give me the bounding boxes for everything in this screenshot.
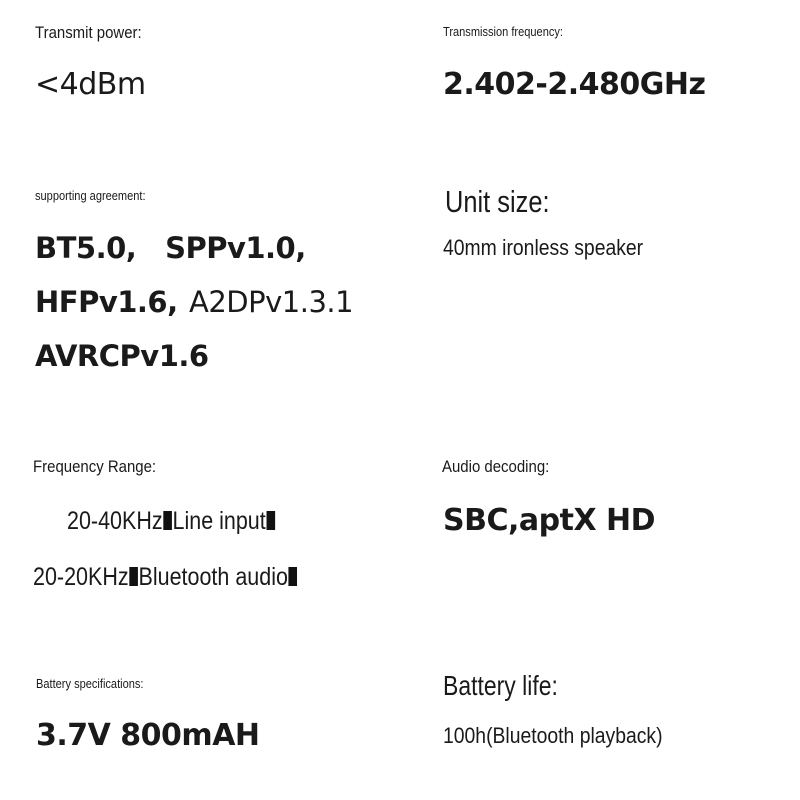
frequency-range-line2 [33,565,298,590]
battery-specifications-value: 3.7V 800mAH [36,718,260,753]
missing-glyph-icon [129,567,138,587]
unit-size-value: 40mm ironless speaker [443,235,644,260]
frequency-range-line1-value: 20-40KHz [67,507,163,535]
transmit-power-label: Transmit power: [35,23,142,42]
frequency-range-label: Frequency Range: [33,457,157,476]
missing-glyph-icon [163,511,172,531]
battery-life-label: Battery life: [443,670,558,701]
audio-decoding-label: Audio decoding: [442,457,550,476]
frequency-range-line2-note: Bluetooth audio [138,563,288,591]
transmission-frequency-label: Transmission frequency: [443,24,563,39]
frequency-range-line1-note: Line input [172,507,266,535]
supporting-agreement-line2a: HFPv1.6, [35,285,178,319]
supporting-agreement-label: supporting agreement: [35,188,146,203]
supporting-agreement-line2b: A2DPv1.3.1 [189,285,354,319]
supporting-agreement-line1: BT5.0, SPPv1.0, [35,231,306,265]
unit-size-label: Unit size: [445,184,550,219]
missing-glyph-icon [288,567,297,587]
frequency-range-line2-value: 20-20KHz [33,563,129,591]
missing-glyph-icon [266,511,275,531]
battery-life-value: 100h(Bluetooth playback) [443,723,663,748]
transmit-power-value: <4dBm [35,67,146,102]
supporting-agreement-line3: AVRCPv1.6 [35,339,209,373]
frequency-range-line1 [67,509,276,534]
audio-decoding-value: SBC,aptX HD [443,503,656,538]
battery-specifications-label: Battery specifications: [36,676,144,691]
transmission-frequency-value: 2.402-2.480GHz [443,67,706,102]
